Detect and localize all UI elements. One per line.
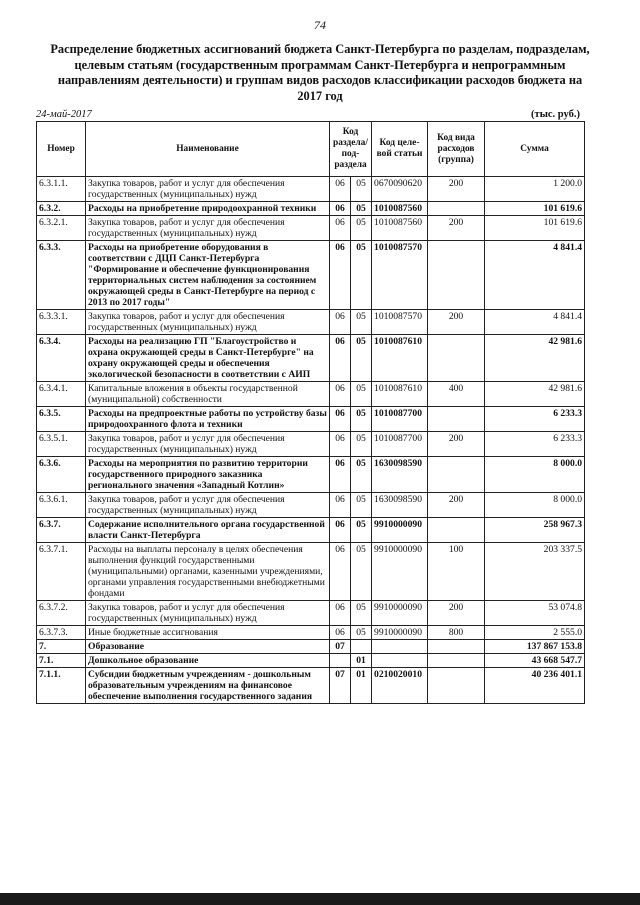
row-sum: 203 337.5 xyxy=(485,543,585,601)
row-num: 6.3.2. xyxy=(37,202,86,216)
row-name: Расходы на выплаты персоналу в целях обеспечения выполнения функций государственными (муниципальными) органами, казенными учреждениями, органами управления государственными внебюджетными фондами xyxy=(86,543,330,601)
row-article: 9910000090 xyxy=(372,543,428,601)
row-section: 06 xyxy=(330,335,351,382)
table-row xyxy=(37,601,585,626)
row-subsection: 05 xyxy=(351,382,372,407)
row-num: 6.3.5. xyxy=(37,407,86,432)
row-kind xyxy=(428,640,485,654)
row-subsection: 05 xyxy=(351,177,372,202)
table-body xyxy=(37,177,585,704)
row-kind xyxy=(428,457,485,493)
table-row xyxy=(37,640,585,654)
row-sum: 1 200.0 xyxy=(485,177,585,202)
table-row xyxy=(37,654,585,668)
row-article: 1010087610 xyxy=(372,335,428,382)
header-section: Код раздела/ под-раздела xyxy=(330,122,372,177)
table-row xyxy=(37,382,585,407)
row-kind: 200 xyxy=(428,177,485,202)
row-sum: 53 074.8 xyxy=(485,601,585,626)
row-kind: 200 xyxy=(428,310,485,335)
row-kind: 200 xyxy=(428,432,485,457)
scan-edge xyxy=(0,893,640,905)
row-kind xyxy=(428,241,485,310)
row-name: Закупка товаров, работ и услуг для обеспечения государственных (муниципальных) нужд xyxy=(86,493,330,518)
row-kind xyxy=(428,335,485,382)
row-kind xyxy=(428,407,485,432)
table-row xyxy=(37,177,585,202)
row-num: 7.1.1. xyxy=(37,668,86,704)
row-subsection: 05 xyxy=(351,310,372,335)
row-sum: 137 867 153.8 xyxy=(485,640,585,654)
row-kind xyxy=(428,654,485,668)
row-article xyxy=(372,640,428,654)
row-kind xyxy=(428,668,485,704)
row-name: Закупка товаров, работ и услуг для обеспечения государственных (муниципальных) нужд xyxy=(86,601,330,626)
row-subsection: 05 xyxy=(351,543,372,601)
table-row xyxy=(37,310,585,335)
row-subsection: 05 xyxy=(351,493,372,518)
row-num: 6.3.4. xyxy=(37,335,86,382)
row-name: Капитальные вложения в объекты государственной (муниципальной) собственности xyxy=(86,382,330,407)
row-subsection: 05 xyxy=(351,335,372,382)
page-number: 74 xyxy=(314,18,326,32)
table-row xyxy=(37,518,585,543)
row-kind: 100 xyxy=(428,543,485,601)
row-article: 9910000090 xyxy=(372,601,428,626)
row-num: 6.3.6.1. xyxy=(37,493,86,518)
row-section: 06 xyxy=(330,493,351,518)
row-num: 6.3.7.3. xyxy=(37,626,86,640)
header-num: Номер xyxy=(37,122,86,177)
row-name: Расходы на мероприятия по развитию территории государственного природного заказника регионального значения «Западный Котлин» xyxy=(86,457,330,493)
row-article: 1010087610 xyxy=(372,382,428,407)
row-section: 07 xyxy=(330,668,351,704)
document-title: Распределение бюджетных ассигнований бюджета Санкт-Петербурга по разделам, подразделам, целевым статьям (государственным программам Санкт-Петербурга и непрограммным направлениям деятельности) и группам видов расходов классификации расходов бюджета на 2017 год xyxy=(50,42,590,103)
row-name: Дошкольное образование xyxy=(86,654,330,668)
header-sum: Сумма xyxy=(485,122,585,177)
row-name: Закупка товаров, работ и услуг для обеспечения государственных (муниципальных) нужд xyxy=(86,177,330,202)
row-kind: 200 xyxy=(428,601,485,626)
row-section: 07 xyxy=(330,640,351,654)
row-num: 6.3.3.1. xyxy=(37,310,86,335)
row-name: Закупка товаров, работ и услуг для обеспечения государственных (муниципальных) нужд xyxy=(86,216,330,241)
table-row xyxy=(37,457,585,493)
row-name: Расходы на приобретение оборудования в соответствии с ДЦП Санкт-Петербурга "Формирование и обеспечение функционирования территориальных систем наблюдения за состоянием окружающей среды в Санкт-Петербурге на период с 2013 по 2017 годы" xyxy=(86,241,330,310)
row-subsection: 05 xyxy=(351,407,372,432)
row-kind: 800 xyxy=(428,626,485,640)
row-article: 1010087570 xyxy=(372,241,428,310)
table-row xyxy=(37,493,585,518)
row-subsection: 05 xyxy=(351,601,372,626)
row-section: 06 xyxy=(330,202,351,216)
table-row xyxy=(37,432,585,457)
row-kind xyxy=(428,518,485,543)
row-sum: 258 967.3 xyxy=(485,518,585,543)
row-section: 06 xyxy=(330,216,351,241)
row-article: 9910000090 xyxy=(372,518,428,543)
row-sum: 101 619.6 xyxy=(485,202,585,216)
row-subsection: 01 xyxy=(351,668,372,704)
row-subsection: 05 xyxy=(351,518,372,543)
row-sum: 8 000.0 xyxy=(485,457,585,493)
row-sum: 4 841.4 xyxy=(485,241,585,310)
row-sum: 101 619.6 xyxy=(485,216,585,241)
row-kind: 200 xyxy=(428,493,485,518)
row-name: Закупка товаров, работ и услуг для обеспечения государственных (муниципальных) нужд xyxy=(86,310,330,335)
row-name: Расходы на приобретение природоохранной техники xyxy=(86,202,330,216)
row-subsection: 01 xyxy=(351,654,372,668)
row-subsection xyxy=(351,640,372,654)
row-sum: 6 233.3 xyxy=(485,432,585,457)
row-article: 9910000090 xyxy=(372,626,428,640)
row-sum: 6 233.3 xyxy=(485,407,585,432)
row-num: 6.3.6. xyxy=(37,457,86,493)
row-sum: 42 981.6 xyxy=(485,382,585,407)
row-article: 1010087560 xyxy=(372,216,428,241)
row-sum: 4 841.4 xyxy=(485,310,585,335)
row-section: 06 xyxy=(330,432,351,457)
row-section: 06 xyxy=(330,407,351,432)
table-row xyxy=(37,543,585,601)
row-num: 6.3.4.1. xyxy=(37,382,86,407)
document-date: 24-май-2017 xyxy=(36,109,92,120)
table-row xyxy=(37,668,585,704)
row-num: 6.3.1.1. xyxy=(37,177,86,202)
row-section: 06 xyxy=(330,626,351,640)
table-row xyxy=(37,241,585,310)
row-name: Иные бюджетные ассигнования xyxy=(86,626,330,640)
budget-table xyxy=(36,121,585,704)
row-section: 06 xyxy=(330,543,351,601)
row-section: 06 xyxy=(330,310,351,335)
row-subsection: 05 xyxy=(351,202,372,216)
row-num: 6.3.5.1. xyxy=(37,432,86,457)
row-sum: 8 000.0 xyxy=(485,493,585,518)
row-name: Расходы на реализацию ГП "Благоустройство и охрана окружающей среды в Санкт-Петербурге" на охрану окружающей среды и обеспечения экологической безопасности в соответствии с АИП xyxy=(86,335,330,382)
row-article: 1630098590 xyxy=(372,493,428,518)
row-section: 06 xyxy=(330,601,351,626)
row-sum: 42 981.6 xyxy=(485,335,585,382)
table-row xyxy=(37,335,585,382)
row-name: Содержание исполнительного органа государственной власти Санкт-Петербурга xyxy=(86,518,330,543)
row-article: 0670090620 xyxy=(372,177,428,202)
row-sum: 43 668 547.7 xyxy=(485,654,585,668)
row-num: 6.3.3. xyxy=(37,241,86,310)
row-num: 6.3.7. xyxy=(37,518,86,543)
table-row xyxy=(37,407,585,432)
row-kind: 200 xyxy=(428,216,485,241)
row-num: 6.3.7.1. xyxy=(37,543,86,601)
row-name: Расходы на предпроектные работы по устройству базы природоохранного флота и техники xyxy=(86,407,330,432)
row-name: Закупка товаров, работ и услуг для обеспечения государственных (муниципальных) нужд xyxy=(86,432,330,457)
row-section: 06 xyxy=(330,518,351,543)
header-article: Код целе-вой статьи xyxy=(372,122,428,177)
row-sum: 40 236 401.1 xyxy=(485,668,585,704)
row-section: 06 xyxy=(330,177,351,202)
header-name: Наименование xyxy=(86,122,330,177)
row-num: 6.3.2.1. xyxy=(37,216,86,241)
row-num: 7.1. xyxy=(37,654,86,668)
table-row xyxy=(37,216,585,241)
row-article: 1010087560 xyxy=(372,202,428,216)
row-section: 06 xyxy=(330,457,351,493)
row-article: 1630098590 xyxy=(372,457,428,493)
row-article: 1010087700 xyxy=(372,407,428,432)
row-article xyxy=(372,654,428,668)
row-section xyxy=(330,654,351,668)
row-subsection: 05 xyxy=(351,216,372,241)
table-row xyxy=(37,202,585,216)
row-section: 06 xyxy=(330,382,351,407)
row-num: 6.3.7.2. xyxy=(37,601,86,626)
row-subsection: 05 xyxy=(351,457,372,493)
row-article: 1010087570 xyxy=(372,310,428,335)
row-num: 7. xyxy=(37,640,86,654)
row-subsection: 05 xyxy=(351,626,372,640)
row-sum: 2 555.0 xyxy=(485,626,585,640)
table-header-row xyxy=(37,122,585,177)
row-name: Субсидии бюджетным учреждениям - дошкольным образовательным учреждениям на финансовое обеспечение выполнения государственного задания xyxy=(86,668,330,704)
row-kind xyxy=(428,202,485,216)
row-subsection: 05 xyxy=(351,241,372,310)
row-section: 06 xyxy=(330,241,351,310)
unit-label: (тыс. руб.) xyxy=(531,109,580,120)
header-kind: Код вида расходов (группа) xyxy=(428,122,485,177)
row-subsection: 05 xyxy=(351,432,372,457)
row-kind: 400 xyxy=(428,382,485,407)
table-row xyxy=(37,626,585,640)
row-name: Образование xyxy=(86,640,330,654)
row-article: 1010087700 xyxy=(372,432,428,457)
row-article: 0210020010 xyxy=(372,668,428,704)
